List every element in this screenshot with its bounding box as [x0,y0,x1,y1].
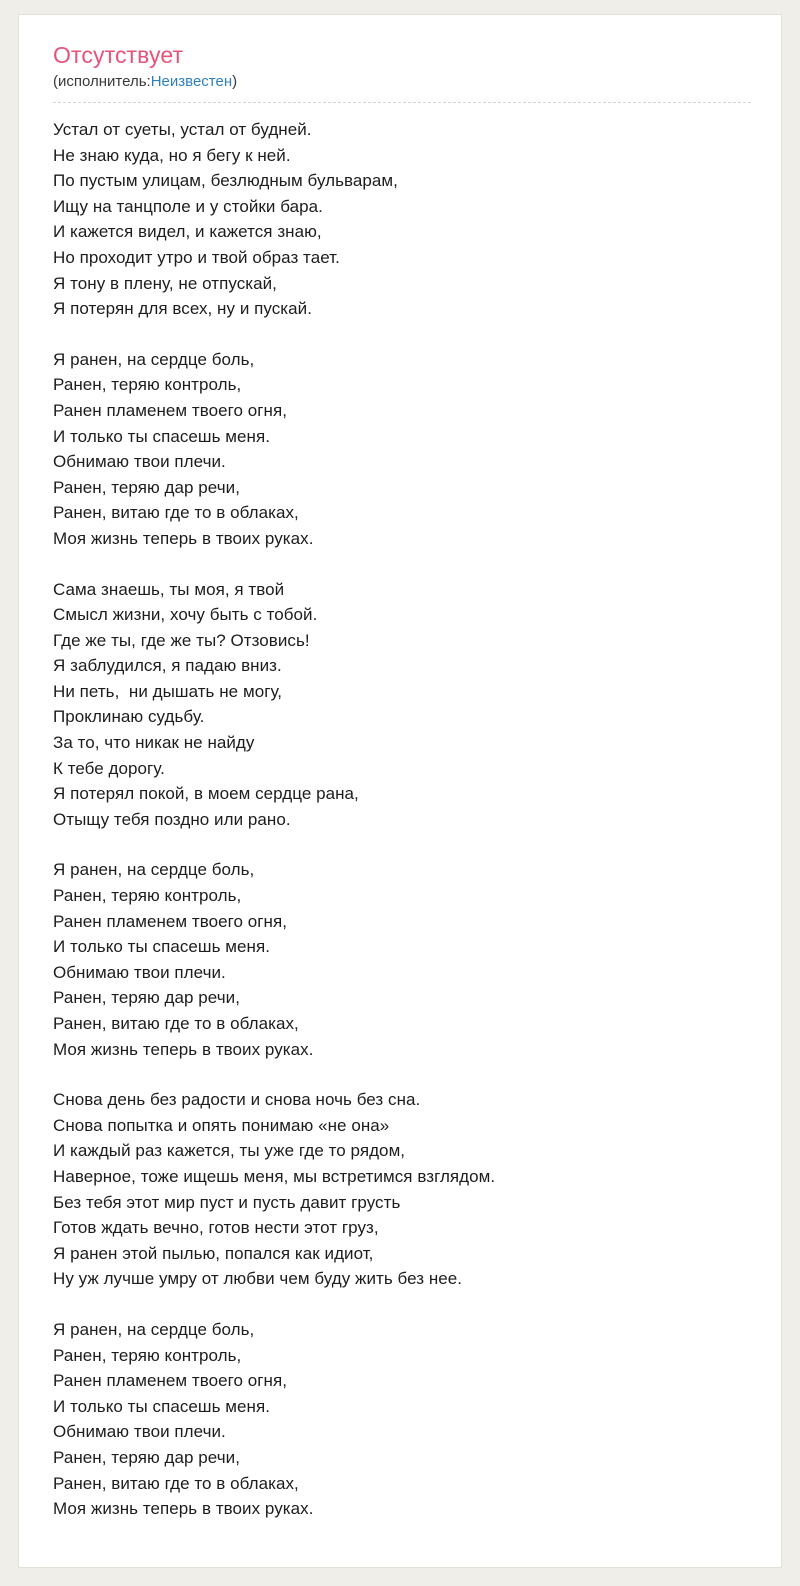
lyrics-line: Ранен, витаю где то в облаках, [53,1014,299,1033]
lyrics-line: И только ты спасешь меня. [53,426,270,446]
lyrics-line: Обнимаю твои плечи. [53,962,226,982]
lyrics-verse [53,1317,751,1522]
lyrics-line: Ищу на танцполе и у стойки бара. [53,196,323,216]
lyrics-line: И только ты спасешь меня. [53,1396,270,1416]
lyrics-line: Не знаю куда, но я бегу к ней. [53,145,291,165]
lyrics-body [53,117,751,1522]
lyrics-line: Ранен, теряю контроль, [53,375,242,395]
lyrics-line: Ранен, теряю дар речи, [53,988,240,1008]
lyrics-line: Моя жизнь теперь в твоих руках. [53,528,314,548]
lyrics-line: Я ранен, на сердце боль, [53,860,255,880]
lyrics-line: Ранен пламенем твоего огня, [53,400,288,420]
lyrics-line: Я потерян для всех, ну и пускай. [53,299,312,319]
lyrics-line: За то, что никак не найду [53,733,255,753]
lyrics-line: И кажется видел, и кажется знаю, [53,222,322,242]
lyrics-line: Ранен пламенем твоего огня, [53,1371,288,1391]
lyrics-line: Готов ждать вечно, готов нести этот груз, [53,1218,379,1238]
lyrics-verse [53,117,751,322]
lyrics-verse [53,857,751,1062]
performer-line [53,73,751,103]
lyrics-line: Моя жизнь теперь в твоих руках. [53,1499,314,1519]
lyrics-line: Ни петь, ни дышать не могу, [53,681,283,701]
lyrics-line: Ранен, теряю дар речи, [53,1447,240,1467]
lyrics-sheet [18,14,782,1568]
page-title: Отсутствует [53,42,184,68]
lyrics-verse [53,577,751,833]
lyrics-line: Сама знаешь, ты моя, я твой [53,579,285,599]
lyrics-line: Ну уж лучше умру от любви чем буду жить без нее. [53,1269,463,1289]
lyrics-line: Устал от суеты, устал от будней. [53,120,312,139]
lyrics-line: Я ранен, на сердце боль, [53,349,255,369]
lyrics-line: Я ранен этой пылью, попался как идиот, [53,1243,374,1263]
lyrics-line: И каждый раз кажется, ты уже где то рядом, [53,1141,406,1161]
lyrics-line: Без тебя этот мир пуст и пусть давит грусть [53,1192,401,1212]
lyrics-line: Ранен, витаю где то в облаках, [53,1473,299,1493]
lyrics-line: И только ты спасешь меня. [53,937,270,957]
lyrics-line: Ранен, теряю контроль, [53,886,242,906]
lyrics-line: Я тону в плену, не отпускай, [53,273,277,293]
lyrics-line: Смысл жизни, хочу быть с тобой. [53,605,318,625]
lyrics-line: Снова попытка и опять понимаю «не она» [53,1115,390,1135]
lyrics-line: Ранен, витаю где то в облаках, [53,503,299,523]
lyrics-line: Я заблудился, я падаю вниз. [53,656,282,676]
lyrics-line: Обнимаю твои плечи. [53,1422,226,1442]
lyrics-line: Где же ты, где же ты? Отзовись! [53,630,310,650]
performer-suffix-label: ) [232,73,238,90]
lyrics-line: К тебе дорогу. [53,758,165,778]
lyrics-line: Снова день без радости и снова ночь без сна. [53,1090,421,1110]
lyrics-verse [53,1087,751,1292]
lyrics-line: Ранен, теряю дар речи, [53,477,240,497]
lyrics-line: Я ранен, на сердце боль, [53,1319,255,1339]
lyrics-line: Наверное, тоже ищешь меня, мы встретимся взглядом. [53,1166,496,1186]
lyrics-line: Отыщу тебя поздно или рано. [53,809,291,829]
lyrics-verse [53,347,751,552]
lyrics-line: Ранен, теряю контроль, [53,1345,242,1365]
lyrics-line: Проклинаю судьбу. [53,707,205,727]
lyrics-line: Обнимаю твои плечи. [53,452,226,472]
lyrics-line: По пустым улицам, безлюдным бульварам, [53,171,398,191]
performer-link[interactable]: Неизвестен [150,73,233,90]
lyrics-line: Ранен пламенем твоего огня, [53,911,288,931]
lyrics-line: Моя жизнь теперь в твоих руках. [53,1039,314,1059]
lyrics-line: Но проходит утро и твой образ тает. [53,247,340,267]
performer-prefix-label: (исполнитель: [53,73,151,90]
lyrics-line: Я потерял покой, в моем сердце рана, [53,784,359,804]
